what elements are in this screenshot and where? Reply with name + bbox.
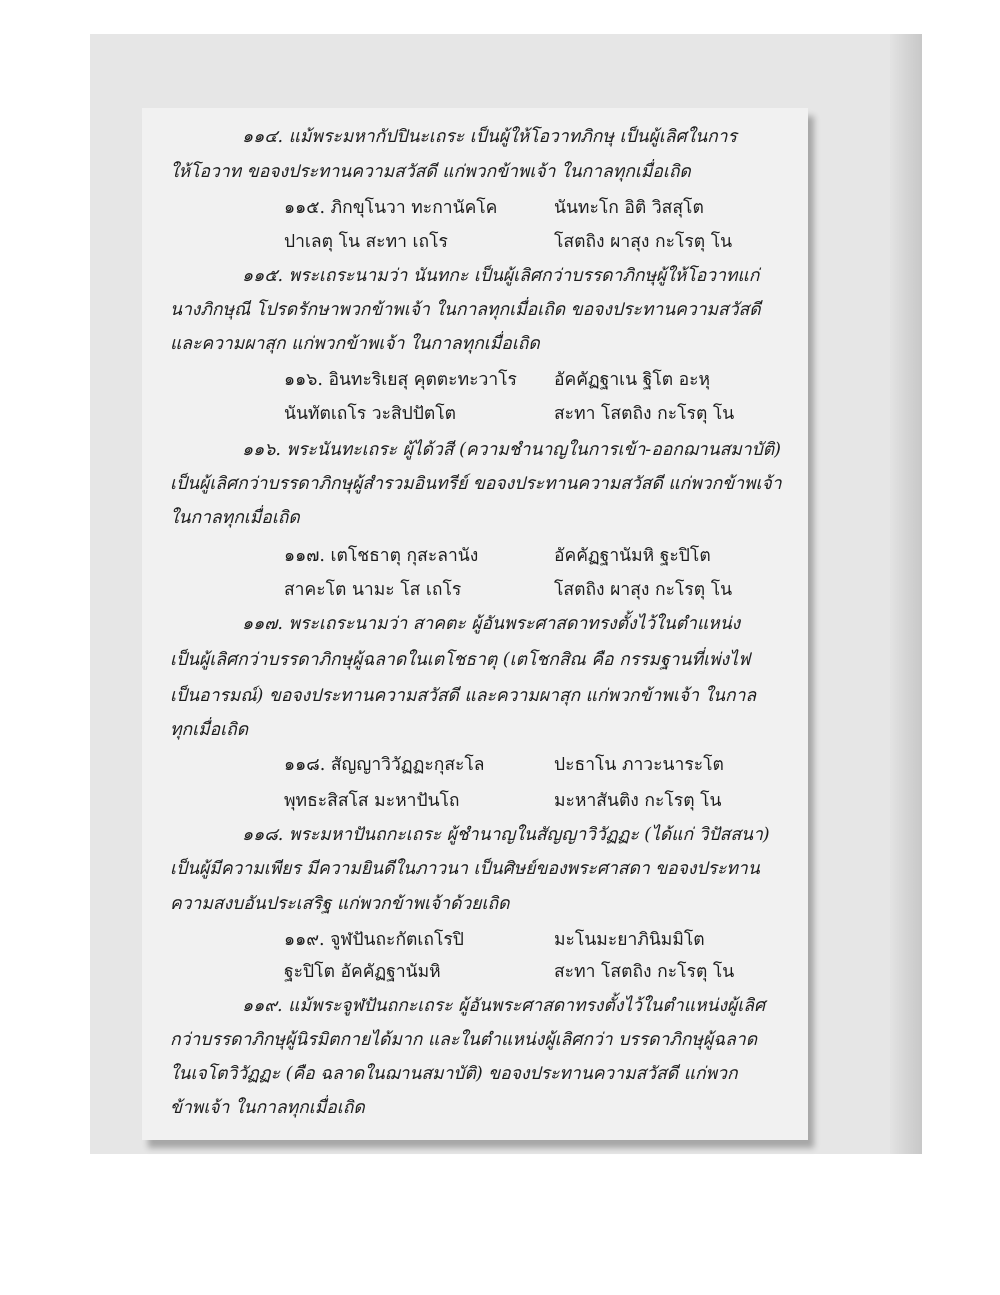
prose-115-line-3: และความผาสุก แก่พวกข้าพเจ้า ในกาลทุกเมื่อเถิด	[170, 334, 540, 354]
verse-115-line-2b: โสตถิง ผาสุง กะโรตุ โน	[554, 232, 733, 252]
verse-116-line-1b: อัคคัฏฐาเน ฐิโต อะหุ	[554, 370, 711, 390]
verse-117-line-1a: ๑๑๗. เตโชธาตุ กุสะลานัง	[284, 546, 479, 566]
prose-116-line-2: เป็นผู้เลิศกว่าบรรดาภิกษุผู้สำรวมอินทรีย์ ขอจงประทานความสวัสดี แก่พวกข้าพเจ้า	[170, 474, 782, 494]
prose-118-line-1: ๑๑๘. พระมหาปันถกะเถระ ผู้ชำนาญในสัญญาวิวัฏฏะ (ได้แก่ วิปัสสนา)	[242, 825, 770, 845]
prose-116-line-3: ในกาลทุกเมื่อเถิด	[170, 508, 300, 528]
verse-116-line-2a: นันทัตเถโร วะสิปปัตโต	[284, 404, 457, 424]
verse-118-line-1a: ๑๑๘. สัญญาวิวัฏฏะกุสะโล	[284, 755, 485, 775]
verse-118-line-1b: ปะธาโน ภาวะนาระโต	[554, 755, 724, 775]
prose-115-line-1: ๑๑๕. พระเถระนามว่า นันทกะ เป็นผู้เลิศกว่าบรรดาภิกษุผู้ให้โอวาทแก่	[242, 266, 760, 286]
prose-118-line-2: เป็นผู้มีความเพียร มีความยินดีในภาวนา เป็นศิษย์ของพระศาสดา ขอจงประทาน	[170, 859, 760, 879]
prose-119-line-2: กว่าบรรดาภิกษุผู้นิรมิตกายได้มาก และในตำแหน่งผู้เลิศกว่า บรรดาภิกษุผู้ฉลาด	[170, 1030, 758, 1050]
prose-117-line-4: ทุกเมื่อเถิด	[170, 720, 249, 740]
verse-115-line-2a: ปาเลตุ โน สะทา เถโร	[284, 232, 448, 252]
prose-114-line-2: ให้โอวาท ขอจงประทานความสวัสดี แก่พวกข้าพเจ้า ในกาลทุกเมื่อเถิด	[170, 162, 691, 182]
prose-114-line-1: ๑๑๔. แม้พระมหากัปปินะเถระ เป็นผู้ให้โอวาทภิกษุ เป็นผู้เลิศในการ	[242, 127, 737, 147]
prose-118-line-3: ความสงบอันประเสริฐ แก่พวกข้าพเจ้าด้วยเถิด	[170, 894, 510, 914]
verse-115-line-1b: นันทะโก อิติ วิสสุโต	[554, 198, 704, 218]
prose-117-line-3: เป็นอารมณ์) ขอจงประทานความสวัสดี และความผาสุก แก่พวกข้าพเจ้า ในกาล	[170, 686, 757, 706]
verse-119-line-2a: ฐะปิโต อัคคัฏฐานัมหิ	[284, 962, 441, 982]
prose-116-line-1: ๑๑๖. พระนันทะเถระ ผู้ได้วสี (ความชำนาญในการเข้า-ออกฌานสมาบัติ)	[242, 440, 781, 460]
verse-117-line-2b: โสตถิง ผาสุง กะโรตุ โน	[554, 580, 733, 600]
prose-119-line-3: ในเจโตวิวัฏฏะ (คือ ฉลาดในฌานสมาบัติ) ขอจงประทานความสวัสดี แก่พวก	[170, 1064, 738, 1084]
prose-117-line-1: ๑๑๗. พระเถระนามว่า สาคตะ ผู้อันพระศาสดาทรงตั้งไว้ในตำแหน่ง	[242, 614, 741, 634]
prose-115-line-2: นางภิกษุณี โปรดรักษาพวกข้าพเจ้า ในกาลทุกเมื่อเถิด ขอจงประทานความสวัสดี	[170, 300, 761, 320]
document-sheet	[142, 108, 808, 1140]
verse-115-line-1a: ๑๑๕. ภิกขุโนวา ทะกานัคโค	[284, 198, 498, 218]
verse-116-line-2b: สะทา โสตถิง กะโรตุ โน	[554, 404, 735, 424]
scanned-page-edge	[890, 34, 922, 1154]
prose-119-line-4: ข้าพเจ้า ในกาลทุกเมื่อเถิด	[170, 1098, 365, 1118]
verse-118-line-2b: มะหาสันติง กะโรตุ โน	[554, 791, 722, 811]
verse-119-line-2b: สะทา โสตถิง กะโรตุ โน	[554, 962, 735, 982]
verse-117-line-1b: อัคคัฏฐานัมหิ ฐะปิโต	[554, 546, 711, 566]
verse-117-line-2a: สาคะโต นามะ โส เถโร	[284, 580, 462, 600]
verse-118-line-2a: พุทธะสิสโส มะหาปันโถ	[284, 791, 460, 811]
prose-117-line-2: เป็นผู้เลิศกว่าบรรดาภิกษุผู้ฉลาดในเตโชธาตุ (เตโชกสิณ คือ กรรมฐานที่เพ่งไฟ	[170, 650, 751, 670]
verse-119-line-1a: ๑๑๙. จูฬปันถะกัตเถโรปิ	[284, 930, 464, 950]
prose-119-line-1: ๑๑๙. แม้พระจูฬปันถกะเถระ ผู้อันพระศาสดาทรงตั้งไว้ในตำแหน่งผู้เลิศ	[242, 996, 766, 1016]
verse-116-line-1a: ๑๑๖. อินทะริเยสุ คุตตะทะวาโร	[284, 370, 517, 390]
verse-119-line-1b: มะโนมะยาภินิมมิโต	[554, 930, 705, 950]
